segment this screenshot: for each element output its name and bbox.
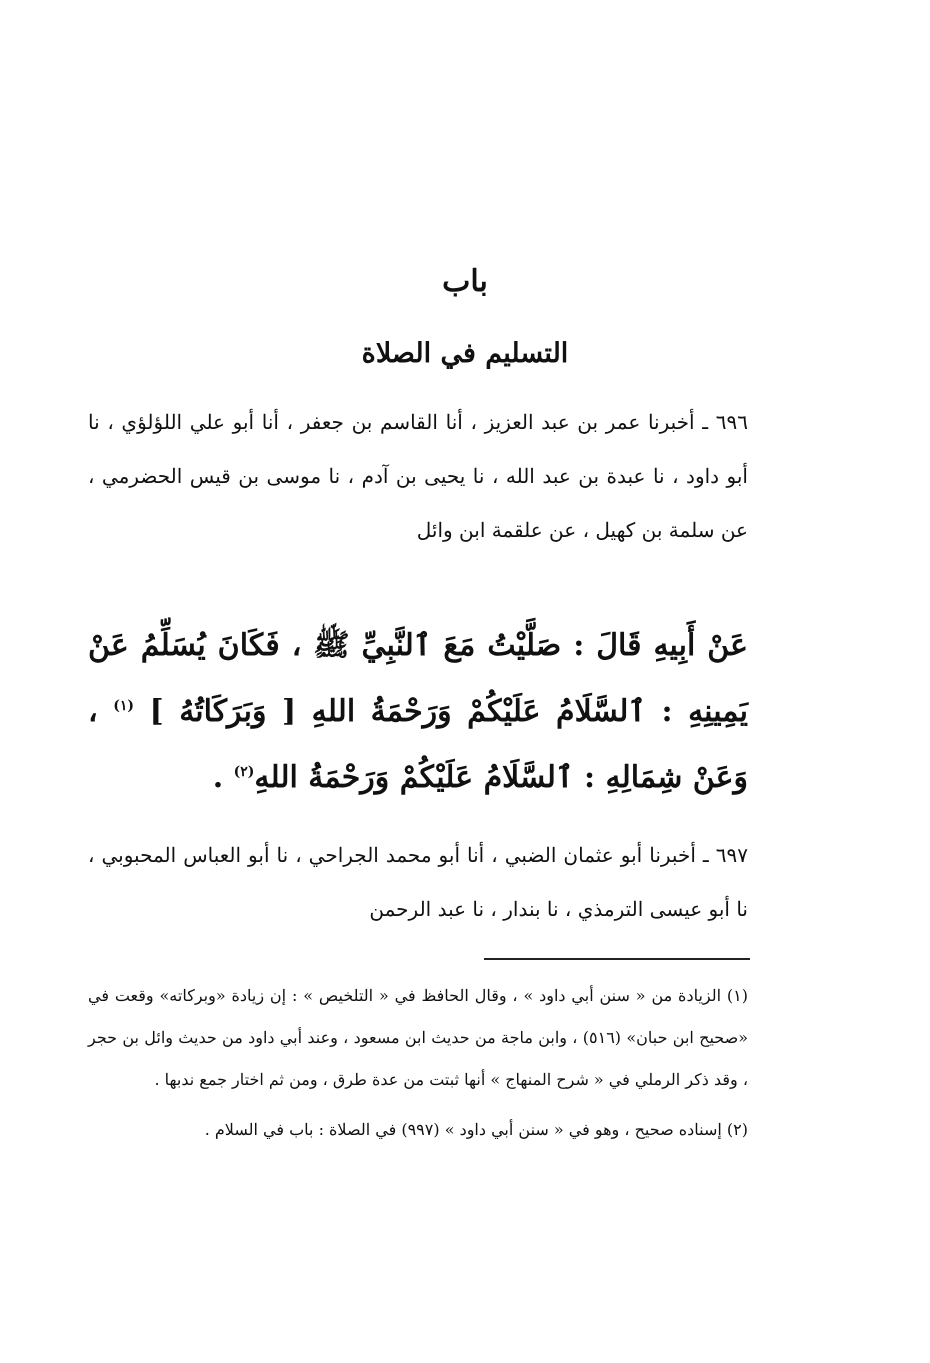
hadith-text-part1: عَنْ أَبِيهِ قَالَ : صَلَّيْتُ مَعَ ٱلنَّبِيِّ ﷺ ، فَكَانَ يُسَلِّمُ عَنْ يَمِينِهِ : ٱلسَّلَامُ عَلَيْكُمْ وَرَحْمَةُ اللهِ [ وَبَرَكَاتُهُ ]	[88, 628, 748, 729]
footnote-ref-2: (٢)	[233, 764, 255, 780]
hadith-696-text	[88, 613, 748, 811]
footnote-2: (٢) إسناده صحيح ، وهو في « سنن أبي داود » (٩٩٧) في الصلاة : باب في السلام .	[204, 1120, 748, 1139]
hadith-697-isnad: ٦٩٧ ـ أخبرنا أبو عثمان الضبي ، أنا أبو محمد الجراحي ، نا أبو العباس المحبوبي ، نا أبو عيسى الترمذي ، نا بندار ، نا عبد الرحمن	[88, 843, 748, 921]
hadith-text-part2: ، وَعَنْ شِمَالِهِ : ٱلسَّلَامُ عَلَيْكُمْ وَرَحْمَةُ اللهِ	[88, 694, 748, 795]
footnotes	[88, 975, 748, 1151]
footnote-divider	[484, 958, 750, 960]
chapter-heading: باب	[442, 264, 488, 299]
chapter-title: التسليم في الصلاة	[361, 338, 569, 369]
footnote-1: (١) الزيادة من « سنن أبي داود » ، وقال الحافظ في « التلخيص » : إن زيادة «وبركاته» وقعت في «صحيح ابن حبان» (٥١٦) ، وابن ماجة من حديث ابن مسعود ، وعند أبي داود من حديث وائل بن حجر ، وقد ذكر الرملي في « شرح المنهاج » أنها ثبتت من عدة طرق ، ومن ثم اختار جمع ندبها .	[88, 986, 748, 1089]
hadith-696-isnad: ٦٩٦ ـ أخبرنا عمر بن عبد العزيز ، أنا القاسم بن جعفر ، أنا أبو علي اللؤلؤي ، نا أبو داود ، نا عبدة بن عبد الله ، نا يحيى بن آدم ، نا موسى بن قيس الحضرمي ، عن سلمة بن كهيل ، عن علقمة ابن وائل	[88, 410, 748, 542]
hadith-text-end: .	[212, 760, 224, 795]
footnote-ref-1: (١)	[113, 698, 134, 714]
